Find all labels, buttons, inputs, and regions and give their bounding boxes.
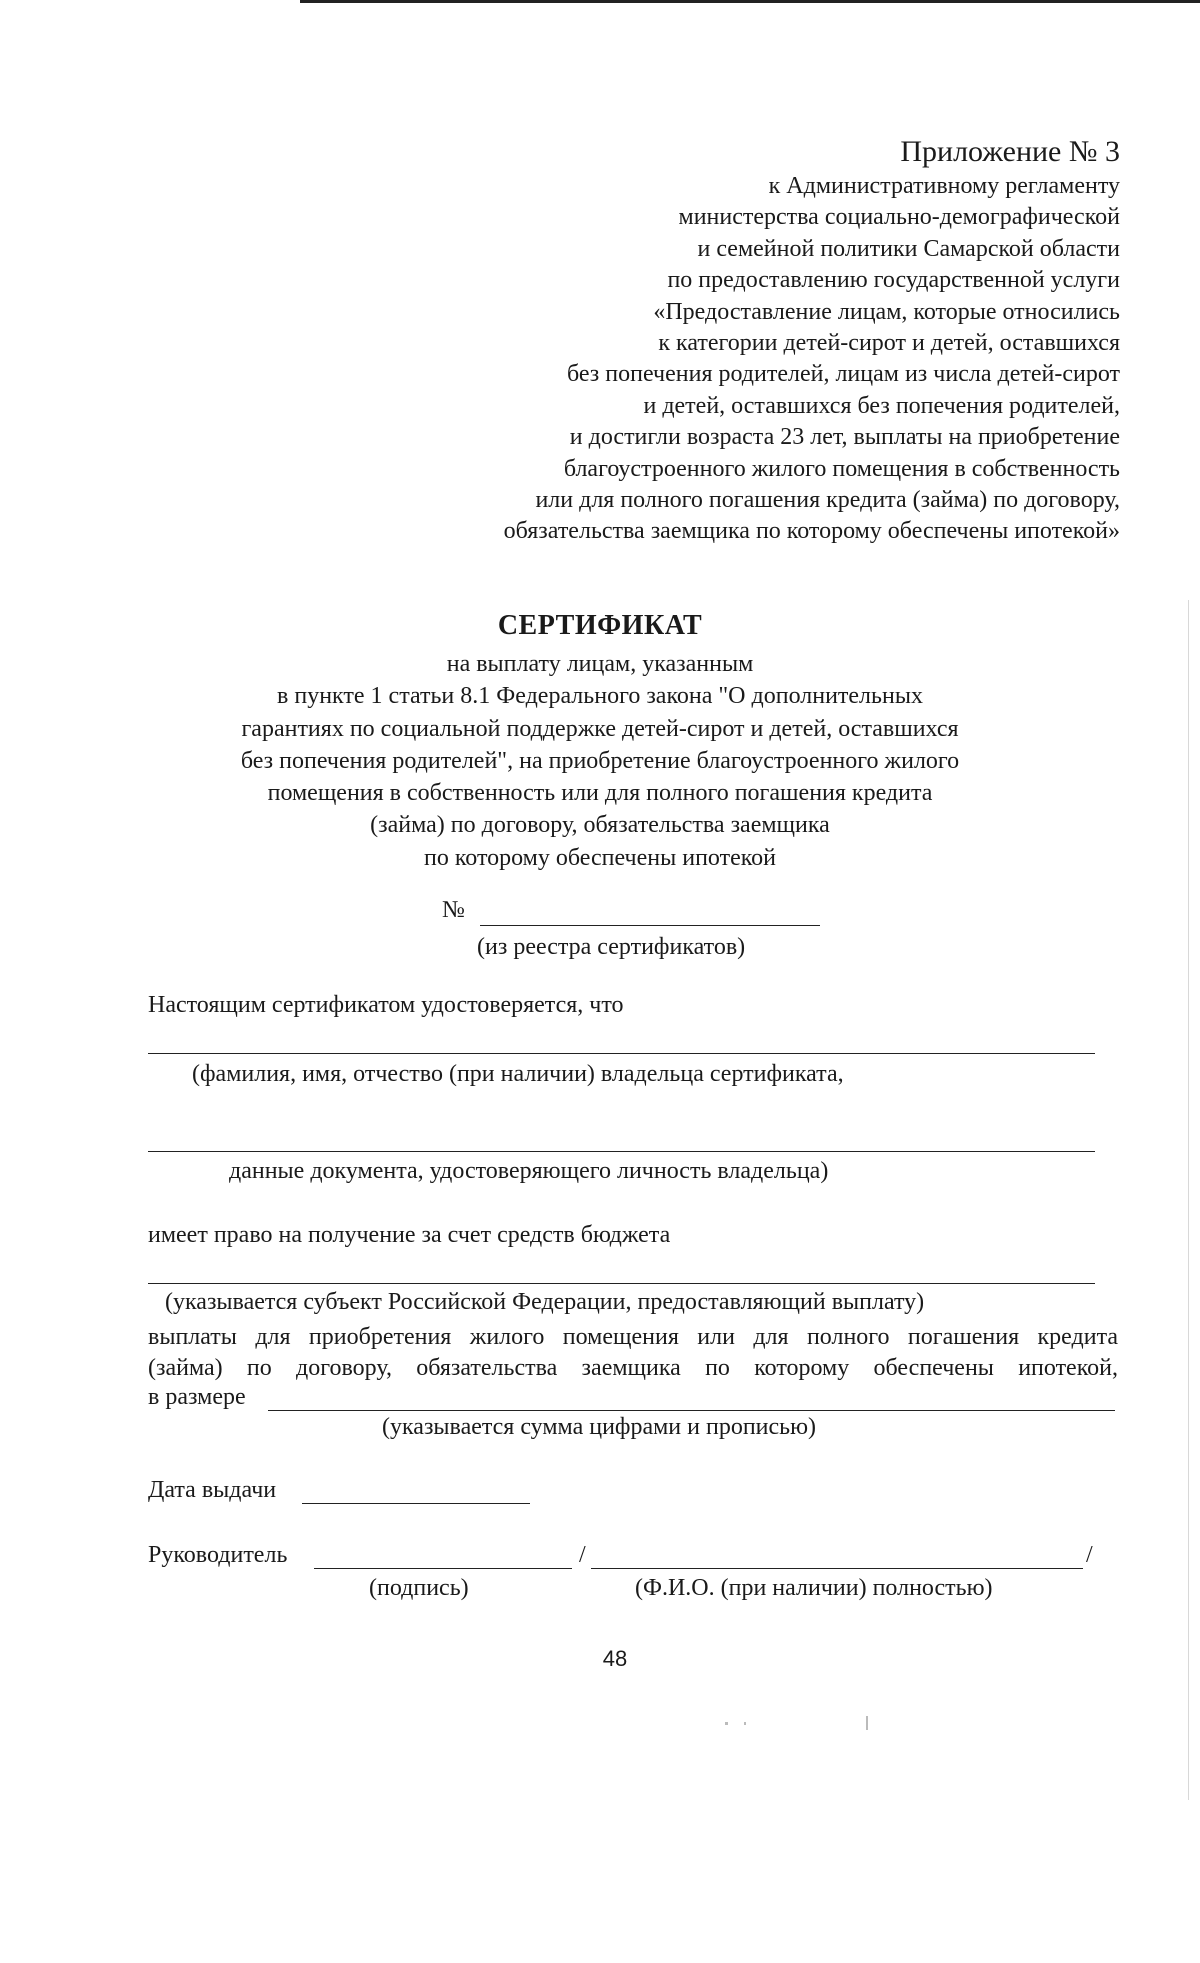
fio-hint: (Ф.И.О. (при наличии) полностью)	[635, 1575, 993, 1601]
top-border-line	[300, 0, 1200, 3]
purpose-paragraph	[148, 1322, 1118, 1384]
certificate-title: СЕРТИФИКАТ	[497, 610, 703, 641]
appendix-line: к Административному регламенту	[768, 173, 1120, 199]
appendix-line: министерства социально-демографической	[678, 204, 1120, 231]
intro-text: Настоящим сертификатом удостоверяется, что	[148, 992, 624, 1018]
appendix-line: к категории детей-сирот и детей, оставшихся	[658, 330, 1120, 357]
subtitle-line: по которому обеспечены ипотекой	[423, 844, 777, 871]
date-label: Дата выдачи	[148, 1477, 277, 1503]
signature-field[interactable]	[314, 1568, 572, 1569]
slash-right: /	[1086, 1542, 1093, 1568]
signature-hint: (подпись)	[369, 1575, 469, 1601]
appendix-line: по предоставлению государственной услуги	[667, 267, 1120, 294]
amount-label: в размере	[148, 1384, 246, 1410]
owner-name-field[interactable]	[148, 1053, 1095, 1054]
subtitle-line: на выплату лицам, указанным	[446, 651, 754, 677]
appendix-line: и достигли возраста 23 лет, выплаты на приобретение	[569, 424, 1120, 451]
purpose-line: выплаты для приобретения жилого помещения или для полного погашения кредита	[148, 1324, 1118, 1350]
appendix-line: и семейной политики Самарской области	[697, 235, 1120, 262]
owner-document-field[interactable]	[148, 1151, 1095, 1152]
certificate-number-field[interactable]	[480, 925, 820, 926]
appendix-line: или для полного погашения кредита (займа) по договору,	[535, 487, 1120, 514]
owner-document-hint: данные документа, удостоверяющего личность владельца)	[229, 1158, 829, 1184]
appendix-line: «Предоставление лицам, которые относились	[653, 298, 1120, 325]
amount-hint: (указывается сумма цифрами и прописью)	[382, 1414, 817, 1440]
appendix-line: без попечения родителей, лицам из числа детей-сирот	[566, 361, 1120, 388]
slash-left: /	[579, 1542, 586, 1568]
subtitle-line: (займа) по договору, обязательства заемщика	[370, 812, 830, 839]
subject-hint: (указывается субъект Российской Федерации, предоставляющий выплату)	[165, 1289, 925, 1315]
subtitle-line: без попечения родителей", на приобретение благоустроенного жилого	[240, 747, 960, 774]
appendix-line: и детей, оставшихся без попечения родителей,	[643, 392, 1120, 419]
purpose-line: (займа) по договору, обязательства заемщика по которому обеспечены ипотекой,	[148, 1355, 1118, 1381]
appendix-title: Приложение № 3	[900, 135, 1120, 168]
right-text: имеет право на получение за счет средств бюджета	[148, 1222, 671, 1248]
subtitle-line: в пункте 1 статьи 8.1 Федерального закона "О дополнительных	[277, 683, 923, 710]
subject-field[interactable]	[148, 1283, 1095, 1284]
certificate-number-hint: (из реестра сертификатов)	[477, 934, 746, 960]
appendix-line: благоустроенного жилого помещения в собственность	[563, 455, 1120, 482]
certificate-subtitle	[0, 648, 1200, 874]
subtitle-line: гарантиях по социальной поддержке детей-сирот и детей, оставшихся	[241, 715, 959, 742]
subtitle-line: помещения в собственность или для полного погашения кредита	[267, 780, 933, 807]
appendix-header	[300, 133, 1120, 548]
page-number: 48	[602, 1646, 628, 1671]
date-field[interactable]	[302, 1503, 530, 1504]
appendix-line: обязательства заемщика по которому обеспечены ипотекой»	[503, 518, 1120, 545]
head-label: Руководитель	[148, 1542, 288, 1568]
scan-speck	[725, 1722, 728, 1725]
scan-speck	[744, 1722, 746, 1725]
scan-speck	[866, 1716, 868, 1730]
amount-field[interactable]	[268, 1410, 1115, 1411]
owner-name-hint: (фамилия, имя, отчество (при наличии) владельца сертификата,	[192, 1061, 844, 1087]
fio-field[interactable]	[591, 1568, 1083, 1569]
certificate-number-label: №	[442, 897, 465, 923]
